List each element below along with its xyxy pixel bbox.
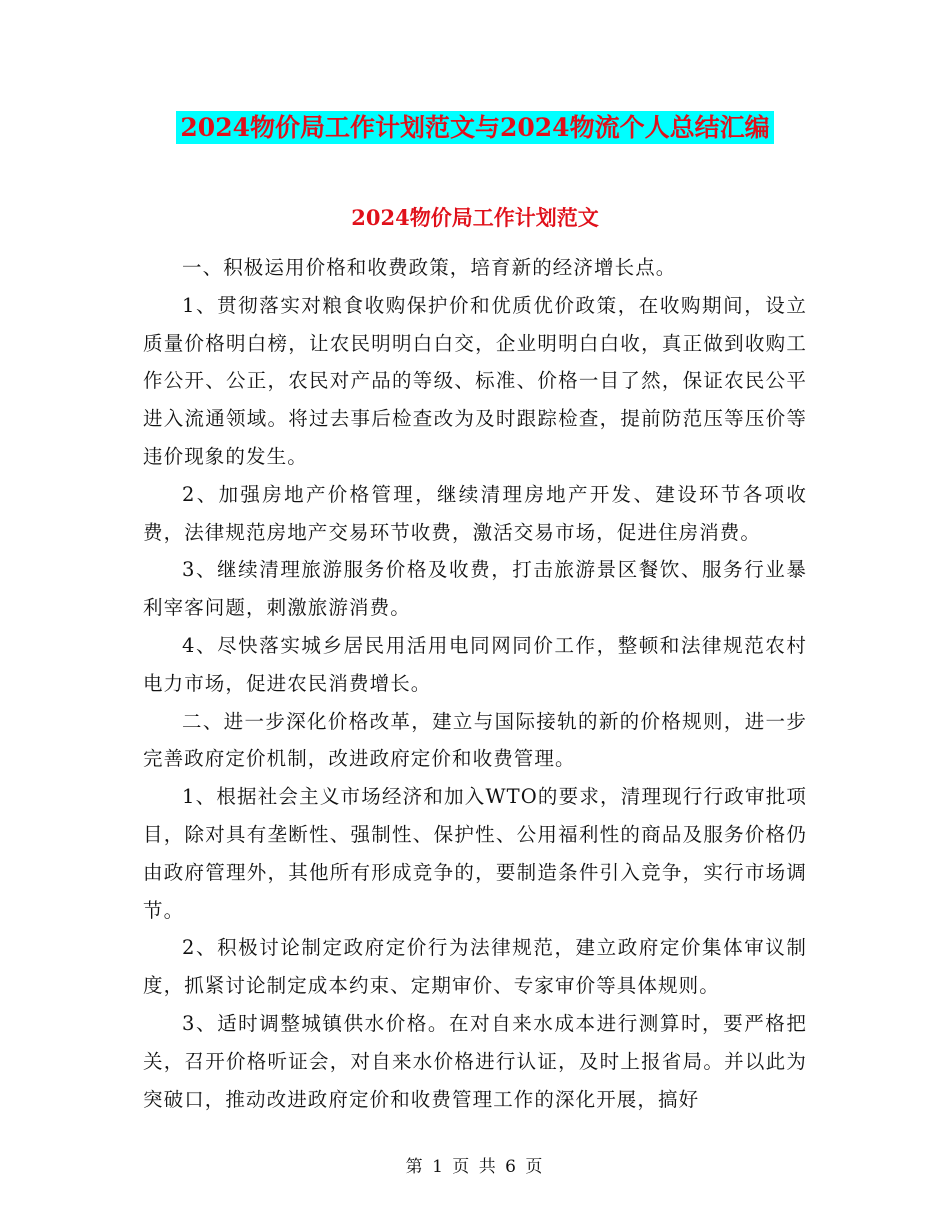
document-body	[143, 249, 807, 1118]
paragraph: 2、加强房地产价格管理，继续清理房地产开发、建设环节各项收费，法律规范房地产交易环节收费，激活交易市场，促进住房消费。	[143, 482, 807, 544]
paragraph: 2、积极讨论制定政府定价行为法律规范，建立政府定价集体审议制度，抓紧讨论制定成本约束、定期审价、专家审价等具体规则。	[143, 936, 807, 998]
paragraph: 4、尽快落实城乡居民用活用电同网同价工作，整顿和法律规范农村电力市场，促进农民消费增长。	[143, 633, 807, 695]
page-number-footer: 第 1 页 共 6 页	[405, 1157, 545, 1177]
document-title	[0, 108, 950, 148]
paragraph: 1、贯彻落实对粮食收购保护价和优质优价政策，在收购期间，设立质量价格明白榜，让农民明明白白交，企业明明白白收，真正做到收购工作公开、公正，农民对产品的等级、标准、价格一目了然，保证农民公平进入流通领域。将过去事后检查改为及时跟踪检查，提前防范压等压价等违价现象的发生。	[143, 293, 807, 468]
document-title-text: 2024物价局工作计划范文与2024物流个人总结汇编	[176, 111, 773, 144]
paragraph: 3、适时调整城镇供水价格。在对自来水成本进行测算时，要严格把关，召开价格听证会，对自来水价格进行认证，及时上报省局。并以此为突破口，推动改进政府定价和收费管理工作的深化开展，搞好	[143, 1011, 807, 1111]
paragraph: 3、继续清理旅游服务价格及收费，打击旅游景区餐饮、服务行业暴利宰客问题，刺激旅游消费。	[143, 558, 807, 620]
section-title: 2024物价局工作计划范文	[351, 205, 599, 230]
paragraph: 二、进一步深化价格改革，建立与国际接轨的新的价格规则，进一步完善政府定价机制，改进政府定价和收费管理。	[143, 709, 807, 771]
paragraph: 1、根据社会主义市场经济和加入WTO的要求，清理现行行政审批项目，除对具有垄断性、强制性、保护性、公用福利性的商品及服务价格仍由政府管理外，其他所有形成竞争的，要制造条件引入竞争，实行市场调节。	[143, 785, 807, 922]
paragraph: 一、积极运用价格和收费政策，培育新的经济增长点。	[182, 256, 677, 279]
